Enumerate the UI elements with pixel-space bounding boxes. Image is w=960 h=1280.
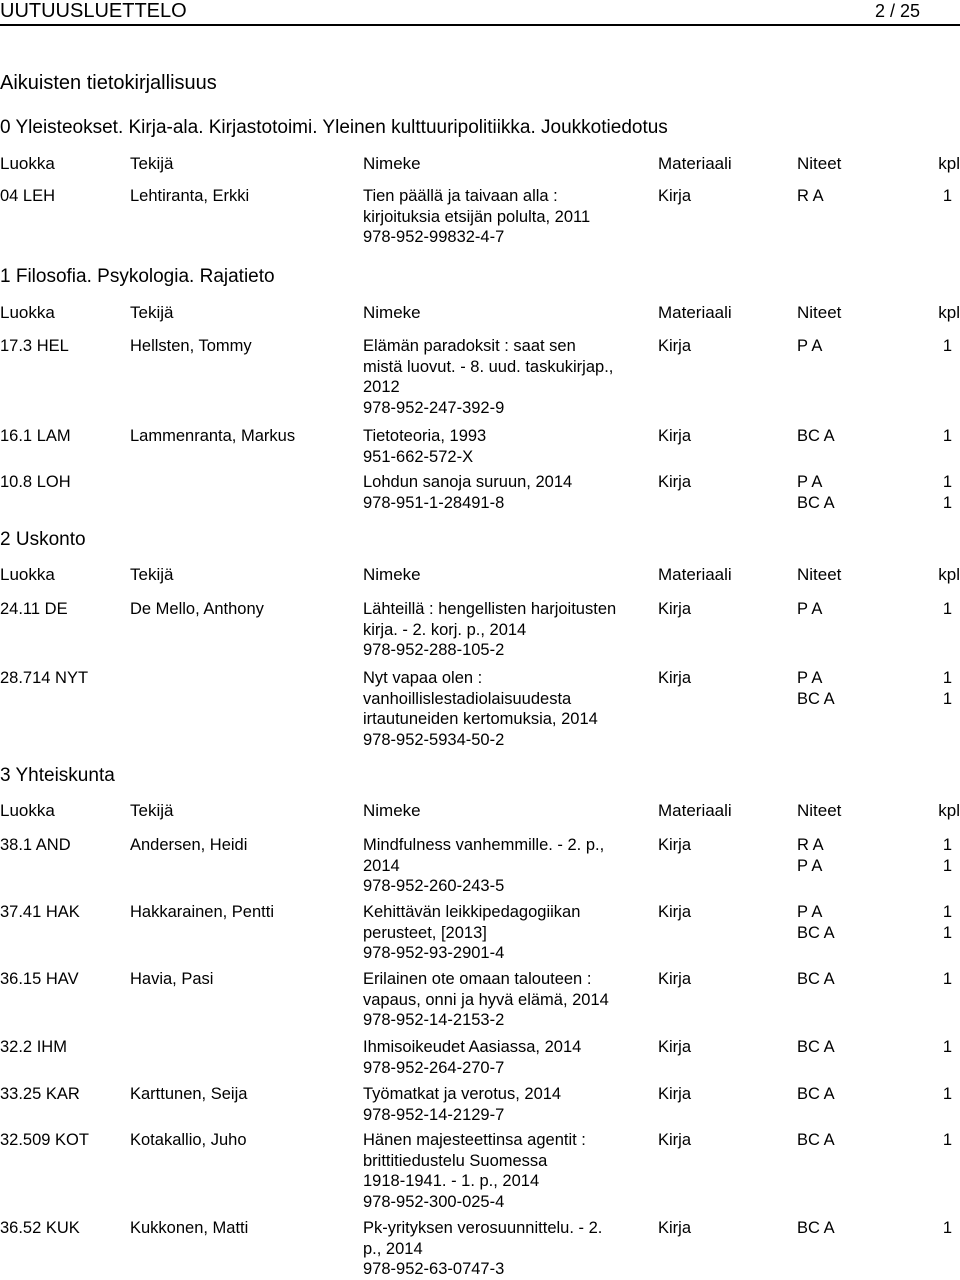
entry-holding-location: P A — [797, 903, 823, 921]
entry-copy-count: 1 — [942, 836, 952, 854]
entry-title-line: Lohdun sanoja suruun, 2014 — [363, 473, 573, 491]
section-heading: 2 Uskonto — [0, 529, 86, 550]
entry-copies — [943, 1084, 952, 1105]
entry-copies — [943, 336, 952, 357]
entry-copy-count: 1 — [942, 1085, 952, 1103]
entry-holding-location: P A — [797, 669, 823, 687]
entry-copies — [943, 1037, 952, 1058]
entry-title-line: kirja. - 2. korj. p., 2014 — [363, 620, 527, 639]
entry-class-code: 38.1 AND — [0, 836, 71, 854]
entry-holding-location: P A — [797, 600, 823, 618]
entry-title-line: Erilainen ote omaan talouteen : — [363, 970, 592, 988]
column-header-tekija: Tekijä — [130, 801, 174, 820]
entry-copy-count: 1 — [942, 600, 952, 618]
column-header-nimeke: Nimeke — [363, 154, 421, 173]
entry-copy-count: 1 — [942, 493, 952, 512]
entry-class-code: 16.1 LAM — [0, 427, 71, 445]
entry-material: Kirja — [658, 1085, 692, 1103]
entry-title-line: Mindfulness vanhemmille. - 2. p., — [363, 836, 605, 854]
entry-title-line: Kehittävän leikkipedagogiikan — [363, 903, 581, 921]
entry-title — [363, 1130, 653, 1212]
entry-author: Hellsten, Tommy — [130, 337, 252, 355]
entry-title-line: Ihmisoikeudet Aasiassa, 2014 — [363, 1038, 582, 1056]
entry-material: Kirja — [658, 970, 692, 988]
entry-holdings — [797, 902, 835, 943]
entry-copy-count: 1 — [942, 1038, 952, 1056]
entry-copy-count: 1 — [942, 689, 952, 708]
entry-isbn: 978-952-288-105-2 — [363, 641, 505, 659]
entry-isbn: 978-952-14-2129-7 — [363, 1105, 505, 1124]
catalog-title: Aikuisten tietokirjallisuus — [0, 72, 217, 94]
entry-class-code: 17.3 HEL — [0, 337, 69, 355]
section-heading: 1 Filosofia. Psykologia. Rajatieto — [0, 266, 275, 287]
entry-holdings — [797, 426, 835, 447]
entry-class-code: 36.52 KUK — [0, 1219, 80, 1237]
entry-title — [363, 1037, 653, 1078]
section-heading: 0 Yleisteokset. Kirja-ala. Kirjastotoimi. Yleinen kulttuuripolitiikka. Joukkotiedotus — [0, 117, 668, 138]
column-header-row — [0, 564, 960, 586]
entry-title-line: Pk-yrityksen verosuunnittelu. - 2. — [363, 1219, 603, 1237]
entry-title-line: vanhoillislestadiolaisuudesta — [363, 689, 572, 708]
entry-holding-location: BC A — [797, 1038, 835, 1056]
entry-title-line: Elämän paradoksit : saat sen — [363, 337, 576, 355]
entry-class-code: 04 LEH — [0, 187, 56, 205]
entry-holdings — [797, 1084, 835, 1105]
entry-copies — [943, 902, 952, 943]
column-header-niteet: Niteet — [797, 801, 842, 820]
column-header-nimeke: Nimeke — [363, 565, 421, 584]
entry-holdings — [797, 1037, 835, 1058]
column-header-tekija: Tekijä — [130, 303, 174, 322]
entry-copy-count: 1 — [942, 427, 952, 445]
entry-holding-location: P A — [797, 856, 823, 875]
entry-isbn: 978-952-5934-50-2 — [363, 730, 505, 749]
entry-class-code: 32.509 KOT — [0, 1131, 89, 1149]
column-header-niteet: Niteet — [797, 565, 842, 584]
entry-copy-count: 1 — [942, 187, 952, 205]
entry-copy-count: 1 — [942, 473, 952, 491]
entry-title-line: Nyt vapaa olen : — [363, 669, 483, 687]
entry-isbn: 978-951-1-28491-8 — [363, 493, 505, 512]
entry-copies — [943, 186, 952, 207]
entry-title — [363, 1218, 653, 1280]
entry-title-line: Tietoteoria, 1993 — [363, 427, 487, 445]
entry-title — [363, 902, 653, 964]
entry-title-line: 2012 — [363, 378, 400, 396]
page-number: 2 / 25 — [874, 1, 920, 21]
entry-holdings — [797, 186, 824, 207]
entry-holding-location: BC A — [797, 1131, 835, 1149]
entry-holdings — [797, 969, 835, 990]
entry-holding-location: P A — [797, 473, 823, 491]
column-header-materiaali: Materiaali — [658, 565, 732, 584]
entry-material: Kirja — [658, 1131, 692, 1149]
entry-title-line: p., 2014 — [363, 1239, 423, 1258]
entry-title — [363, 668, 653, 750]
entry-copies — [943, 472, 952, 513]
entry-material: Kirja — [658, 600, 692, 618]
entry-material: Kirja — [658, 427, 692, 445]
entry-author: Hakkarainen, Pentti — [130, 903, 274, 921]
entry-copy-count: 1 — [942, 1131, 952, 1149]
entry-copies — [943, 668, 952, 709]
entry-isbn: 978-952-260-243-5 — [363, 877, 505, 895]
entry-holding-location: BC A — [797, 923, 835, 942]
entry-author: Andersen, Heidi — [130, 836, 248, 854]
entry-class-code: 10.8 LOH — [0, 473, 71, 491]
column-header-kpl: kpl — [938, 801, 960, 820]
entry-holdings — [797, 1130, 835, 1151]
entry-isbn: 978-952-99832-4-7 — [363, 228, 505, 246]
entry-class-code: 37.41 HAK — [0, 903, 80, 921]
entry-title — [363, 186, 653, 248]
entry-title — [363, 1084, 653, 1125]
column-header-niteet: Niteet — [797, 303, 842, 322]
entry-copy-count: 1 — [942, 337, 952, 355]
page-title: UUTUUSLUETTELO — [0, 0, 187, 22]
entry-author: Kotakallio, Juho — [130, 1131, 247, 1149]
column-header-tekija: Tekijä — [130, 565, 174, 584]
entry-holdings — [797, 835, 824, 876]
column-header-row — [0, 800, 960, 822]
entry-author: Kukkonen, Matti — [130, 1219, 249, 1237]
column-header-row — [0, 153, 960, 175]
entry-copy-count: 1 — [942, 970, 952, 988]
entry-copy-count: 1 — [942, 856, 952, 875]
entry-holdings — [797, 599, 822, 620]
entry-author: Havia, Pasi — [130, 970, 214, 988]
column-header-kpl: kpl — [938, 303, 960, 322]
entry-copy-count: 1 — [942, 669, 952, 687]
entry-title-line: vapaus, onni ja hyvä elämä, 2014 — [363, 990, 609, 1009]
entry-title-line: brittitiedustelu Suomessa — [363, 1151, 548, 1170]
entry-copy-count: 1 — [942, 1219, 952, 1237]
entry-class-code: 36.15 HAV — [0, 970, 79, 988]
entry-title-line: kirjoituksia etsijän polulta, 2011 — [363, 207, 591, 226]
entry-class-code: 24.11 DE — [0, 600, 68, 618]
entry-copies — [943, 599, 952, 620]
entry-holding-location: BC A — [797, 1085, 835, 1103]
column-header-materiaali: Materiaali — [658, 801, 732, 820]
entry-author: Lehtiranta, Erkki — [130, 187, 250, 205]
entry-copies — [943, 1218, 952, 1239]
entry-title — [363, 599, 653, 661]
entry-copy-count: 1 — [942, 903, 952, 921]
column-header-luokka: Luokka — [0, 565, 55, 584]
entry-title — [363, 472, 653, 513]
entry-title-line: Hänen majesteettinsa agentit : — [363, 1131, 586, 1149]
entry-title-line: 2014 — [363, 856, 400, 875]
entry-isbn: 978-952-63-0747-3 — [363, 1260, 505, 1278]
entry-copies — [943, 426, 952, 447]
entry-material: Kirja — [658, 337, 692, 355]
entry-class-code: 32.2 IHM — [0, 1038, 67, 1056]
entry-title — [363, 426, 653, 467]
column-header-tekija: Tekijä — [130, 154, 174, 173]
entry-class-code: 33.25 KAR — [0, 1085, 80, 1103]
entry-title-line: mistä luovut. - 8. uud. taskukirjap., — [363, 357, 614, 376]
entry-title — [363, 969, 653, 1031]
entry-title-line: Tien päällä ja taivaan alla : — [363, 187, 558, 205]
entry-holdings — [797, 336, 822, 357]
entry-holding-location: R A — [797, 187, 824, 205]
entry-copies — [943, 969, 952, 990]
entry-isbn: 978-952-300-025-4 — [363, 1192, 505, 1211]
entry-copies — [943, 1130, 952, 1151]
entry-holding-location: BC A — [797, 427, 835, 445]
entry-title — [363, 336, 653, 418]
column-header-luokka: Luokka — [0, 303, 55, 322]
column-header-nimeke: Nimeke — [363, 303, 421, 322]
column-header-nimeke: Nimeke — [363, 801, 421, 820]
column-header-luokka: Luokka — [0, 154, 55, 173]
entry-class-code: 28.714 NYT — [0, 669, 89, 687]
entry-holdings — [797, 668, 835, 709]
entry-title-line: Lähteillä : hengellisten harjoitusten — [363, 600, 617, 618]
entry-holding-location: BC A — [797, 970, 835, 988]
entry-holdings — [797, 472, 835, 513]
entry-isbn: 978-952-264-270-7 — [363, 1058, 505, 1077]
column-header-kpl: kpl — [938, 154, 960, 173]
entry-material: Kirja — [658, 669, 692, 687]
entry-material: Kirja — [658, 1038, 692, 1056]
entry-title-line: perusteet, [2013] — [363, 923, 487, 942]
header-divider — [0, 24, 960, 26]
entry-material: Kirja — [658, 903, 692, 921]
entry-author: Lammenranta, Markus — [130, 427, 296, 445]
entry-author: Karttunen, Seija — [130, 1085, 248, 1103]
section-heading: 3 Yhteiskunta — [0, 765, 115, 786]
entry-isbn: 978-952-14-2153-2 — [363, 1011, 505, 1029]
column-header-materiaali: Materiaali — [658, 303, 732, 322]
entry-copies — [943, 835, 952, 876]
column-header-kpl: kpl — [938, 565, 960, 584]
column-header-niteet: Niteet — [797, 154, 842, 173]
entry-isbn: 978-952-247-392-9 — [363, 398, 505, 417]
entry-material: Kirja — [658, 836, 692, 854]
entry-copy-count: 1 — [942, 923, 952, 942]
entry-holding-location: BC A — [797, 493, 835, 512]
column-header-luokka: Luokka — [0, 801, 55, 820]
entry-holding-location: R A — [797, 836, 824, 854]
entry-isbn: 951-662-572-X — [363, 447, 474, 466]
entry-title-line: Työmatkat ja verotus, 2014 — [363, 1085, 562, 1103]
entry-title-line: irtautuneiden kertomuksia, 2014 — [363, 710, 598, 728]
entry-title-line: 1918-1941. - 1. p., 2014 — [363, 1172, 540, 1190]
column-header-materiaali: Materiaali — [658, 154, 732, 173]
column-header-row — [0, 302, 960, 324]
entry-material: Kirja — [658, 473, 692, 491]
entry-holding-location: BC A — [797, 689, 835, 708]
entry-author: De Mello, Anthony — [130, 600, 264, 618]
entry-material: Kirja — [658, 1219, 692, 1237]
entry-title — [363, 835, 653, 897]
entry-isbn: 978-952-93-2901-4 — [363, 944, 505, 962]
entry-holding-location: P A — [797, 337, 823, 355]
entry-holdings — [797, 1218, 835, 1239]
entry-material: Kirja — [658, 187, 692, 205]
entry-holding-location: BC A — [797, 1219, 835, 1237]
